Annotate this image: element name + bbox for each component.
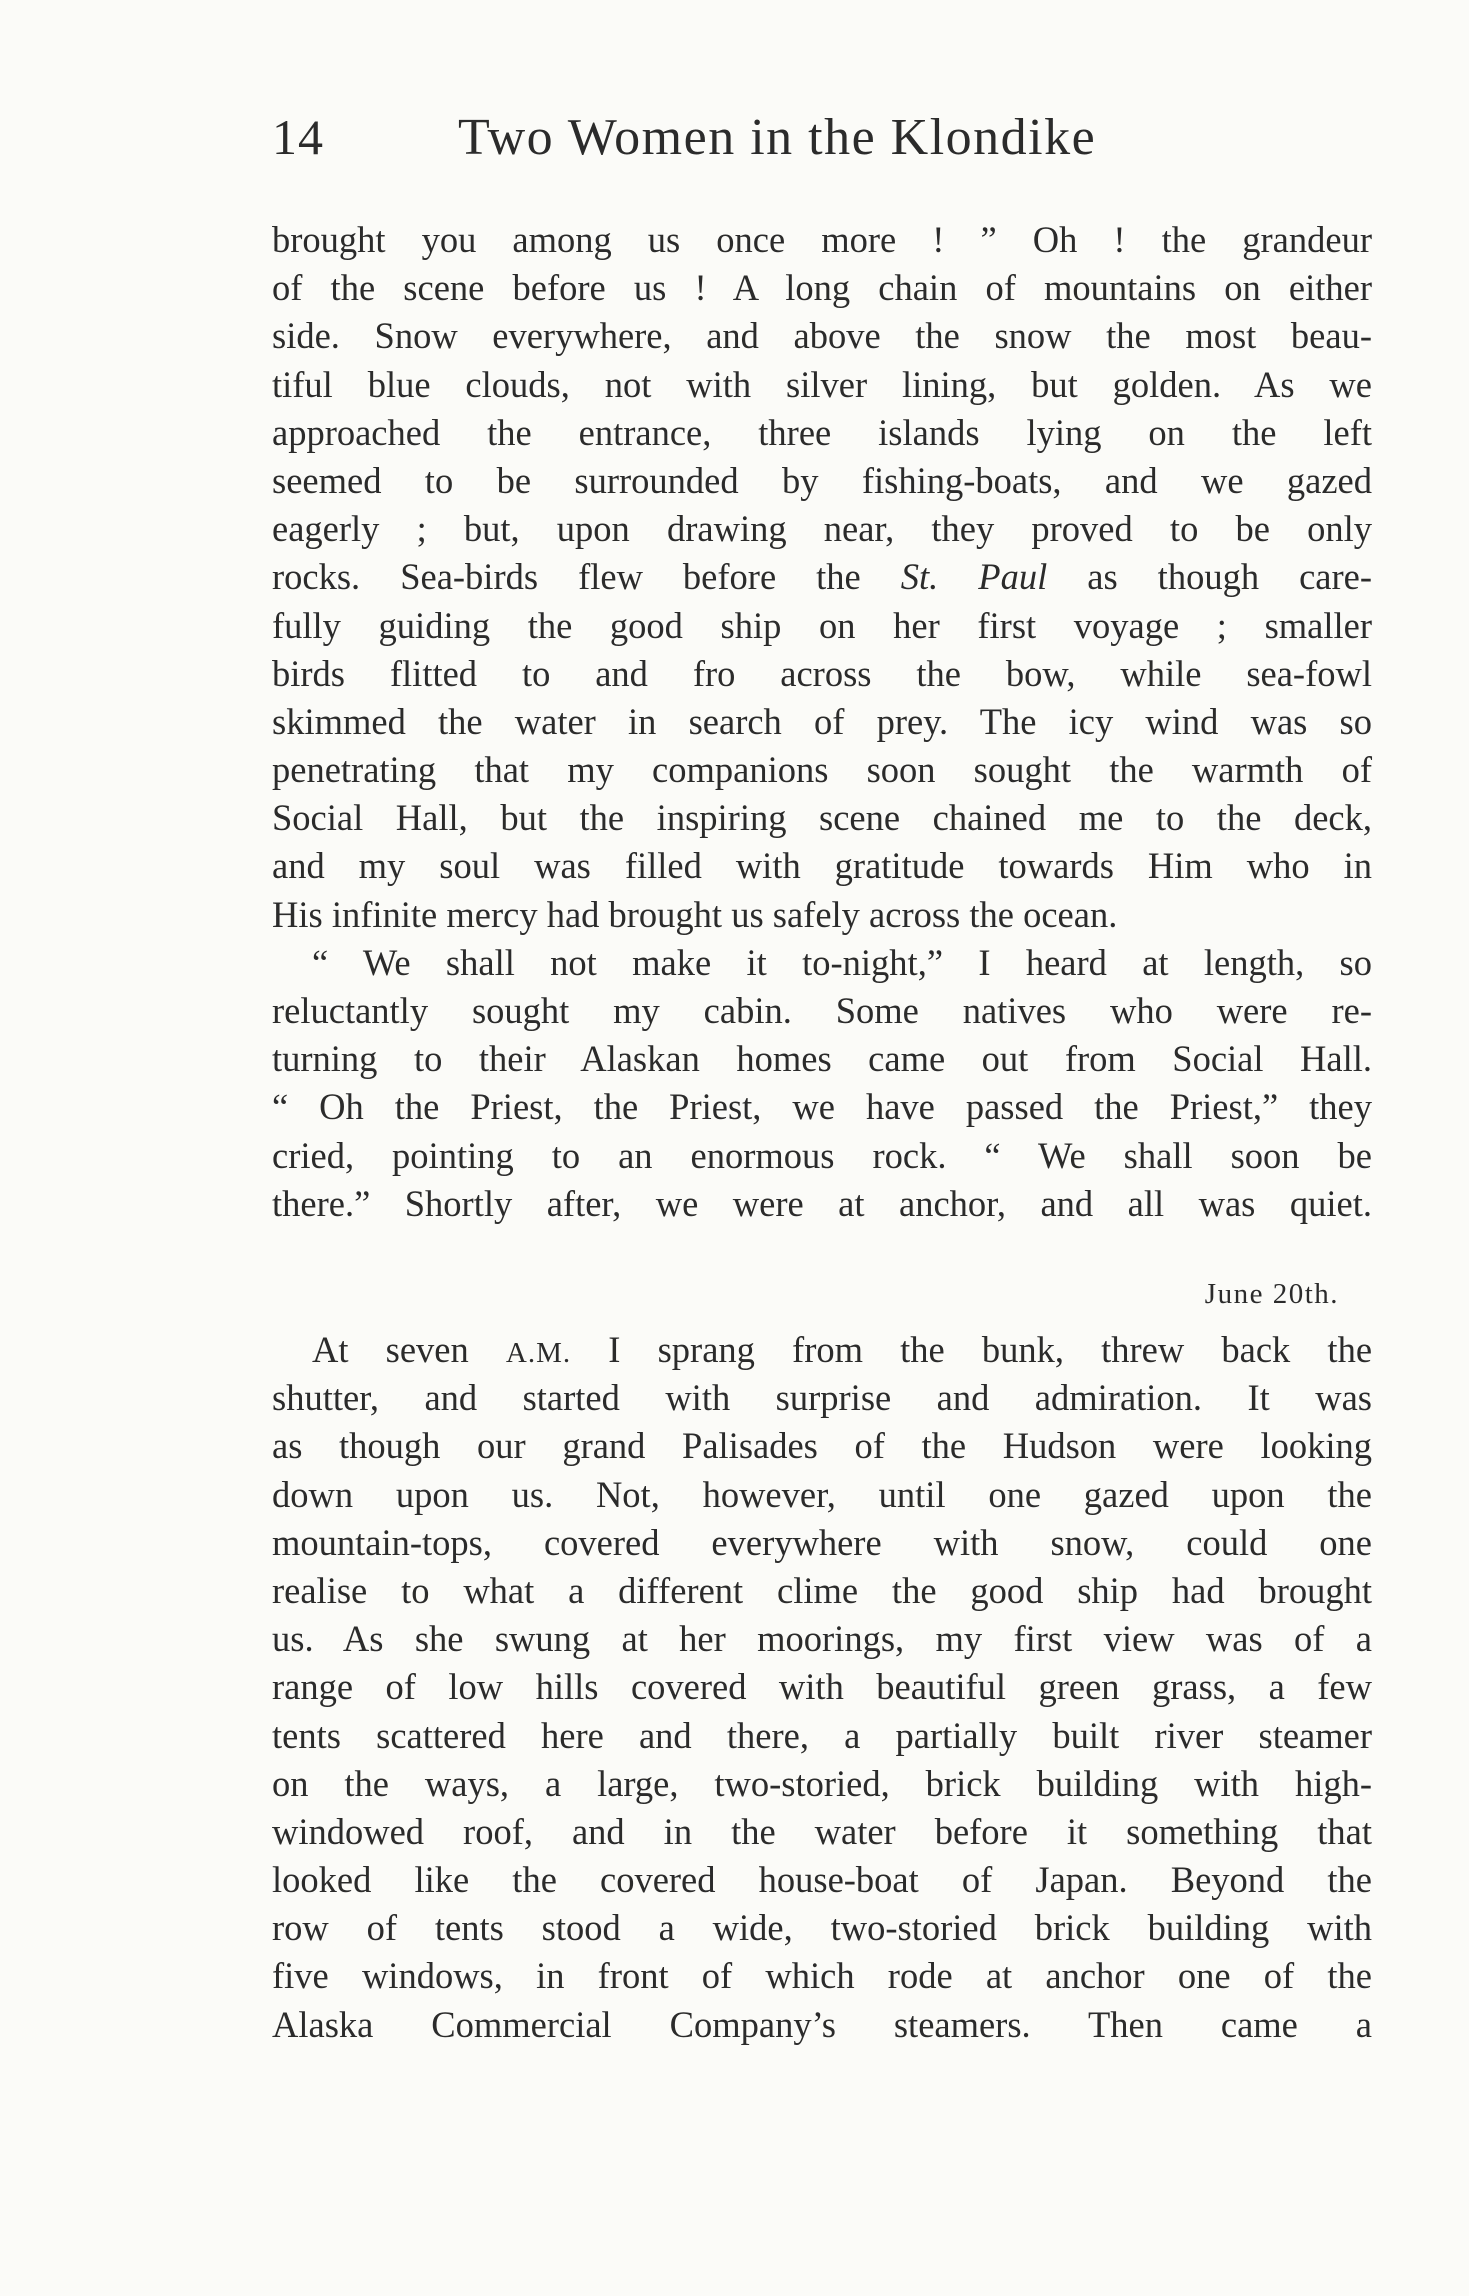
text-line: realise to what a different clime the good ship had brought <box>272 1569 1372 1611</box>
body-text-section-1 <box>272 216 1372 1228</box>
body-text-section-2 <box>272 1326 1372 2049</box>
text-line: His infinite mercy had brought us safely across the ocean. <box>272 893 1118 935</box>
text-line: Social Hall, but the inspiring scene chained me to the deck, <box>272 797 1372 839</box>
page-header <box>272 108 1372 178</box>
text-fragment: as though care- <box>1087 556 1372 598</box>
text-line: tents scattered here and there, a partially built river steamer <box>272 1714 1372 1756</box>
text-line: approached the entrance, three islands lying on the left <box>272 411 1372 453</box>
text-line: five windows, in front of which rode at anchor one of the <box>272 1955 1372 1997</box>
text-line: mountain-tops, covered everywhere with snow, could one <box>272 1521 1372 1563</box>
text-line: as though our grand Palisades of the Hudson were looking <box>272 1425 1372 1467</box>
text-line: there.” Shortly after, we were at anchor, and all was quiet. <box>272 1182 1372 1224</box>
text-line: looked like the covered house-boat of Japan. Beyond the <box>272 1859 1372 1901</box>
text-line: of the scene before us ! A long chain of mountains on either <box>272 267 1372 309</box>
text-line: “ Oh the Priest, the Priest, we have passed the Priest,” they <box>272 1086 1372 1128</box>
text-line: tiful blue clouds, not with silver lining, but golden. As we <box>272 363 1372 405</box>
page-number: 14 <box>272 109 324 165</box>
text-line: Alaska Commercial Company’s steamers. Then came a <box>272 2003 1372 2045</box>
text-line: on the ways, a large, two-storied, brick building with high- <box>272 1762 1372 1804</box>
running-title: Two Women in the Klondike <box>458 109 1097 166</box>
text-line: cried, pointing to an enormous rock. “ We shall soon be <box>272 1134 1372 1176</box>
text-line: “ We shall not make it to-night,” I heard at length, so <box>312 941 1372 983</box>
text-line: turning to their Alaskan homes came out from Social Hall. <box>272 1038 1372 1080</box>
text-line: reluctantly sought my cabin. Some natives who were re- <box>272 990 1372 1031</box>
text-line: us. As she swung at her moorings, my first view was of a <box>272 1618 1372 1660</box>
text-line: row of tents stood a wide, two-storied brick building with <box>272 1907 1372 1949</box>
text-line: fully guiding the good ship on her first voyage ; smaller <box>272 604 1372 646</box>
text-line: skimmed the water in search of prey. The icy wind was so <box>272 700 1372 742</box>
text-line: eagerly ; but, upon drawing near, they proved to be only <box>272 508 1372 550</box>
text-line: windowed roof, and in the water before it something that <box>272 1810 1372 1852</box>
text-line: range of low hills covered with beautiful green grass, a few <box>272 1666 1372 1708</box>
text-line-with-ship-name <box>272 553 1372 601</box>
time-abbreviation: A.M. <box>505 1337 572 1369</box>
text-line: penetrating that my companions soon sought the warmth of <box>272 749 1372 791</box>
text-line: seemed to be surrounded by fishing-boats, and we gazed <box>272 459 1372 501</box>
ship-name: St. Paul <box>900 556 1048 598</box>
text-line: down upon us. Not, however, until one gazed upon the <box>272 1473 1372 1515</box>
text-fragment: I sprang from the bunk, threw back the <box>608 1329 1373 1370</box>
date-heading: June 20th. <box>1204 1278 1339 1310</box>
text-line: side. Snow everywhere, and above the snow the most beau- <box>272 315 1372 357</box>
text-line-first <box>272 1326 1372 1374</box>
text-line: brought you among us once more ! ” Oh ! the grandeur <box>272 219 1372 260</box>
text-line: birds flitted to and fro across the bow, while sea-fowl <box>272 652 1372 694</box>
text-line: and my soul was filled with gratitude towards Him who in <box>272 845 1372 887</box>
text-fragment: At seven <box>312 1329 469 1370</box>
text-line: shutter, and started with surprise and admiration. It was <box>272 1377 1372 1419</box>
text-fragment: rocks. Sea-birds flew before the <box>272 556 861 598</box>
